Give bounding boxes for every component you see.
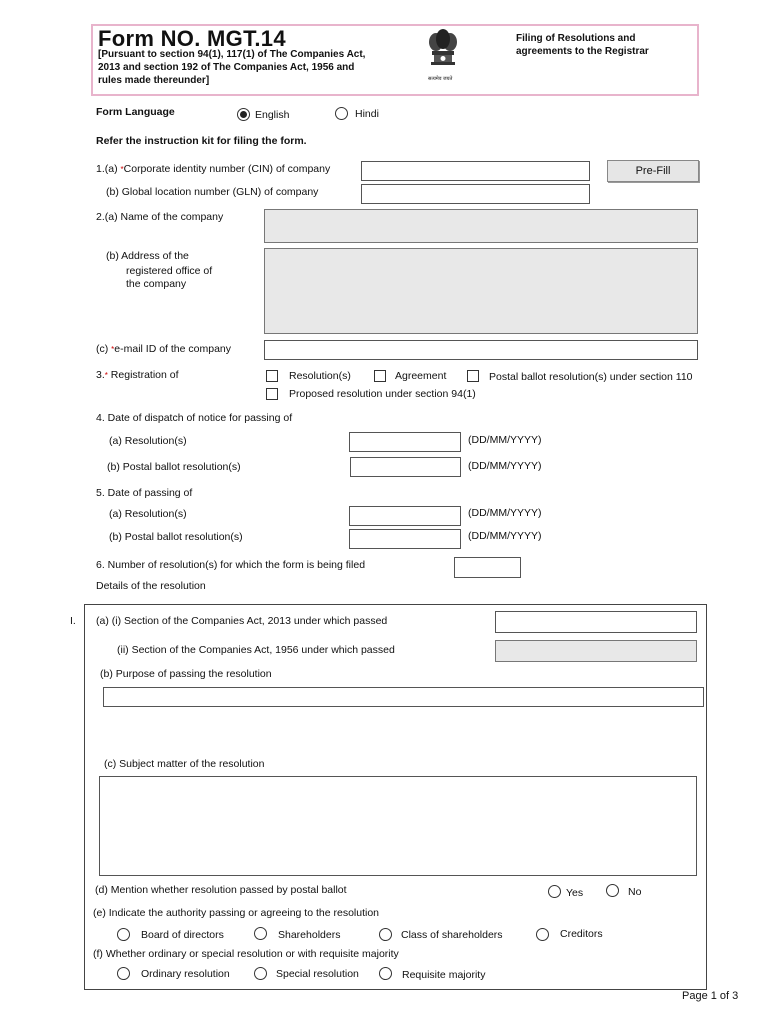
- form-purpose-1: Filing of Resolutions and: [516, 33, 636, 44]
- class-of-shareholders-label: Class of shareholders: [401, 929, 503, 941]
- passing-date-label: 5. Date of passing of: [96, 487, 193, 499]
- dispatch-postal-date-input[interactable]: [350, 457, 461, 477]
- gln-label: (b) Global location number (GLN) of company: [106, 186, 319, 198]
- postal-ballot-question: (d) Mention whether resolution passed by postal ballot: [95, 884, 347, 896]
- postal-ballot-checkbox[interactable]: [467, 370, 479, 382]
- section-2013-label: (a) (i) Section of the Companies Act, 2013 under which passed: [96, 615, 388, 627]
- address-label-1: (b) Address of the: [106, 250, 189, 262]
- cin-input[interactable]: [361, 161, 590, 181]
- state-emblem-icon: [424, 28, 462, 78]
- section-2013-input[interactable]: [495, 611, 697, 633]
- creditors-label: Creditors: [560, 928, 603, 940]
- postal-no-label: No: [628, 886, 642, 898]
- class-of-shareholders-radio[interactable]: [379, 928, 392, 941]
- purpose-input[interactable]: [103, 687, 704, 707]
- postal-no-radio[interactable]: [606, 884, 619, 897]
- special-resolution-radio[interactable]: [254, 967, 267, 980]
- english-label: English: [255, 109, 290, 121]
- passing-postal-date-input[interactable]: [349, 529, 461, 549]
- agreement-checkbox[interactable]: [374, 370, 386, 382]
- email-label: (c) *e-mail ID of the company: [96, 343, 232, 355]
- date-format-hint: (DD/MM/YYYY): [468, 434, 542, 446]
- emblem-caption: सत्यमेव जयते: [428, 76, 453, 82]
- email-input[interactable]: [264, 340, 698, 360]
- form-title: Form NO. MGT.14: [98, 26, 286, 51]
- dispatch-postal-label: (b) Postal ballot resolution(s): [107, 461, 241, 473]
- shareholders-radio[interactable]: [254, 927, 267, 940]
- requisite-majority-label: Requisite majority: [402, 969, 486, 981]
- form-subtitle-3: rules made thereunder]: [98, 75, 210, 86]
- postal-yes-label: Yes: [566, 887, 584, 899]
- address-label-3: the company: [126, 278, 187, 290]
- prefill-button[interactable]: Pre-Fill: [607, 160, 699, 182]
- special-resolution-label: Special resolution: [276, 968, 359, 980]
- passing-postal-label: (b) Postal ballot resolution(s): [109, 531, 243, 543]
- dispatch-resolution-label: (a) Resolution(s): [109, 435, 187, 447]
- resolution-count-input[interactable]: [454, 557, 521, 578]
- proposed-resolution-checkbox[interactable]: [266, 388, 278, 400]
- agreement-label: Agreement: [395, 370, 447, 382]
- resolution-details-heading: Details of the resolution: [96, 580, 206, 592]
- ordinary-resolution-radio[interactable]: [117, 967, 130, 980]
- date-format-hint: (DD/MM/YYYY): [468, 530, 542, 542]
- subject-matter-textarea[interactable]: [99, 776, 697, 876]
- gln-input[interactable]: [361, 184, 590, 204]
- address-field: [264, 248, 698, 334]
- purpose-label: (b) Purpose of passing the resolution: [100, 668, 272, 680]
- hindi-radio[interactable]: [335, 107, 348, 120]
- date-format-hint: (DD/MM/YYYY): [468, 507, 542, 519]
- form-language-label: Form Language: [96, 106, 175, 118]
- instruction-text: Refer the instruction kit for filing the form.: [96, 135, 307, 147]
- date-format-hint: (DD/MM/YYYY): [468, 460, 542, 472]
- detail-index: I.: [70, 615, 76, 627]
- form-subtitle-2: 2013 and section 192 of The Companies Act, 1956 and: [98, 62, 355, 73]
- section-1956-field: [495, 640, 697, 662]
- passing-resolution-date-input[interactable]: [349, 506, 461, 526]
- shareholders-label: Shareholders: [278, 929, 341, 941]
- page-number: Page 1 of 3: [682, 990, 739, 1002]
- requisite-majority-radio[interactable]: [379, 967, 392, 980]
- english-radio[interactable]: [237, 108, 250, 121]
- form-subtitle-1: [Pursuant to section 94(1), 117(1) of The Companies Act,: [98, 49, 366, 60]
- authority-question: (e) Indicate the authority passing or agreeing to the resolution: [93, 907, 380, 919]
- dispatch-date-label: 4. Date of dispatch of notice for passing of: [96, 412, 293, 424]
- resolution-checkbox[interactable]: [266, 370, 278, 382]
- resolution-label: Resolution(s): [289, 370, 351, 382]
- board-of-directors-label: Board of directors: [141, 929, 224, 941]
- creditors-radio[interactable]: [536, 928, 549, 941]
- cin-label: 1.(a) *Corporate identity number (CIN) of company: [96, 163, 331, 175]
- registration-label: 3.* Registration of: [96, 369, 179, 381]
- ordinary-resolution-label: Ordinary resolution: [141, 968, 230, 980]
- proposed-resolution-label: Proposed resolution under section 94(1): [289, 388, 476, 400]
- hindi-label: Hindi: [355, 108, 379, 120]
- board-of-directors-radio[interactable]: [117, 928, 130, 941]
- resolution-type-question: (f) Whether ordinary or special resolution or with requisite majority: [93, 948, 399, 960]
- postal-yes-radio[interactable]: [548, 885, 561, 898]
- dispatch-resolution-date-input[interactable]: [349, 432, 461, 452]
- resolution-count-label: 6. Number of resolution(s) for which the form is being filed: [96, 559, 366, 571]
- postal-ballot-label: Postal ballot resolution(s) under section 110: [489, 371, 693, 383]
- passing-resolution-label: (a) Resolution(s): [109, 508, 187, 520]
- company-name-label: 2.(a) Name of the company: [96, 211, 224, 223]
- company-name-field: [264, 209, 698, 243]
- address-label-2: registered office of: [126, 265, 213, 277]
- subject-matter-label: (c) Subject matter of the resolution: [104, 758, 265, 770]
- form-purpose-2: agreements to the Registrar: [516, 46, 649, 57]
- section-1956-label: (ii) Section of the Companies Act, 1956 under which passed: [117, 644, 395, 656]
